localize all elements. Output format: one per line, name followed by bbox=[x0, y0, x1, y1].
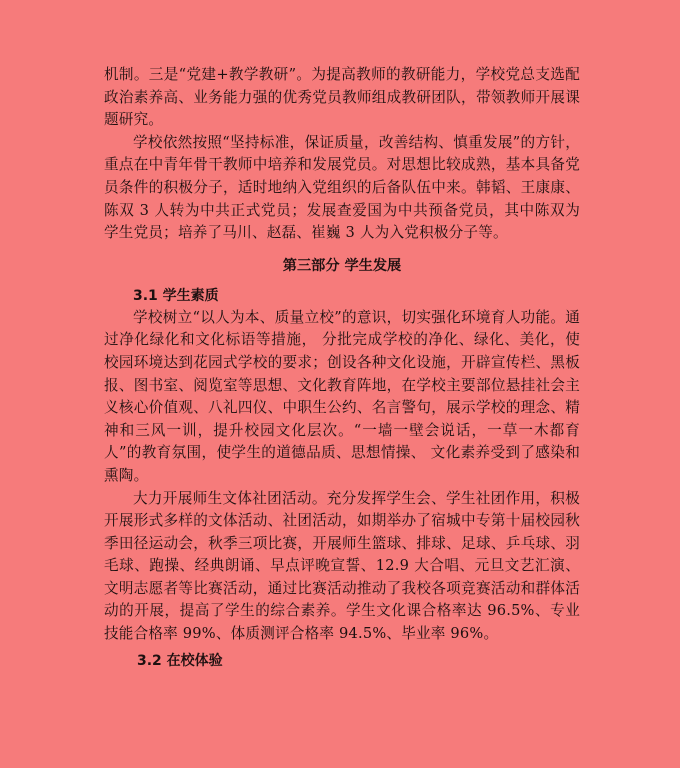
subsection-heading-3-1: 3.1 学生素质 bbox=[133, 287, 219, 304]
paragraph-activities: 大力开展师生文体社团活动。充分发挥学生会、学生社团作用，积极开展形式多样的文体活动、社团活动，如期举办了宿城中专第十届校园秋季田径运动会，秋季三项比赛，开展师生篮球、排球、足球、乒乓球、羽毛球、跑操、经典朗诵、早点评晚宣誓、12.9 大合唱、元旦文艺汇演、文明志愿者等比赛活动，通过比赛活动推动了我校各项竞赛活动和群体活动的开展，提高了学生的综合素养。学生文化课合格率达 96.5%、专业技能合格率 99%、体质测评合格率 94.5%、毕业率 96%。 bbox=[104, 489, 580, 643]
section-title: 第三部分 学生发展 bbox=[282, 257, 402, 274]
document-page bbox=[104, 64, 580, 672]
paragraph-party-development: 学校依然按照“坚持标准，保证质量，改善结构、慎重发展”的方针， 重点在中青年骨干教师中培养和发展党员。对思想比较成熟，基本具备党员条件的积极分子，适时地纳入党组织的后备队伍中来。韩韬、王康康、陈双 3 人转为中共正式党员；发展查爱国为中共预备党员，其中陈双为学生党员；培养了马川、赵磊、崔巍 3 人为入党积极分子等。 bbox=[104, 133, 580, 242]
paragraph-party-building: 机制。三是“党建+教学教研”。为提高教师的教研能力，学校党总支选配政治素养高、业务能力强的优秀党员教师组成教研团队，带领教师开展课题研究。 bbox=[104, 66, 580, 129]
paragraph-environment: 学校树立“以人为本、质量立校”的意识，切实强化环境育人功能。通过净化绿化和文化标语等措施， 分批完成学校的净化、绿化、美化，使校园环境达到花园式学校的要求；创设各种文化设施，开辟宣传栏、黑板报、图书室、阅览室等思想、文化教育阵地，在学校主要部位悬挂社会主义核心价值观、八礼四仪、中职生公约、名言警句，展示学校的理念、精神和三风一训，提升校园文化层次。“一墙一壁会说话，一草一木都育人”的教育氛围，使学生的道德品质、思想情操、 文化素养受到了感染和熏陶。 bbox=[104, 308, 580, 484]
subsection-heading-3-2: 3.2 在校体验 bbox=[137, 652, 223, 669]
